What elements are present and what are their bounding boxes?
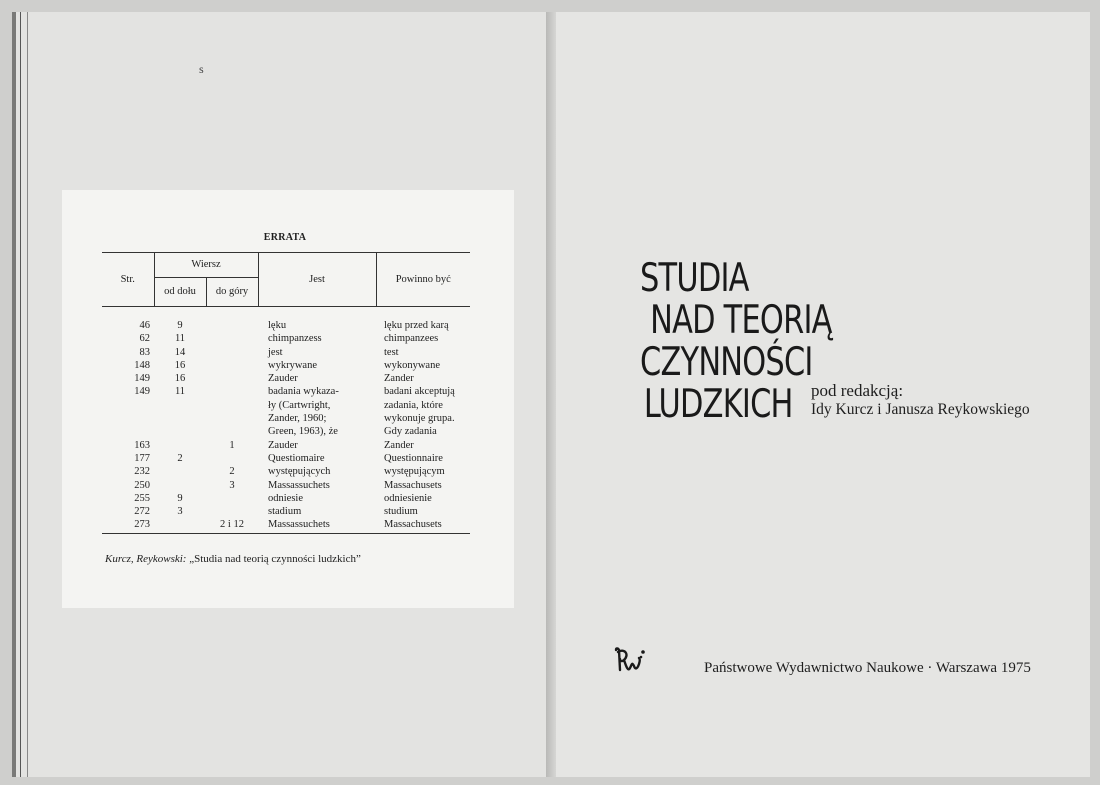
cell-wrong: stadium bbox=[268, 506, 302, 518]
cell-line-top bbox=[206, 492, 258, 505]
cell-page: 83 bbox=[139, 346, 150, 358]
cell-wrong: Zauder bbox=[268, 439, 298, 451]
errata-row bbox=[102, 425, 470, 438]
cell-correct: Questionnaire bbox=[384, 452, 443, 464]
cell-page: 250 bbox=[134, 479, 150, 491]
cell-line-top bbox=[206, 372, 258, 385]
cell-line-bottom bbox=[154, 425, 206, 438]
cell-line-top: 1 bbox=[229, 439, 235, 451]
cell-correct: Massachusets bbox=[376, 518, 470, 533]
cell-wrong: lęku bbox=[268, 320, 287, 331]
cell-line-top bbox=[206, 399, 258, 412]
cell-line-bottom: 16 bbox=[174, 359, 186, 371]
errata-row bbox=[102, 359, 470, 372]
cell-wrong: ły (Cartwright, bbox=[268, 399, 331, 411]
cell-line-bottom bbox=[154, 518, 206, 533]
book-title bbox=[640, 258, 832, 426]
cell-wrong: Green, 1963), że bbox=[268, 426, 338, 438]
cell-page: 177 bbox=[134, 452, 150, 464]
errata-row bbox=[102, 412, 470, 425]
cell-wrong: Massassuchets bbox=[258, 518, 376, 533]
cell-line-top bbox=[206, 452, 258, 465]
title-line: STUDIA bbox=[640, 256, 749, 301]
cell-correct: chimpanzees bbox=[384, 333, 439, 345]
errata-footer-authors: Kurcz, Reykowski: bbox=[105, 553, 187, 565]
cell-line-bottom: 14 bbox=[174, 346, 186, 358]
col-header-wiersz: Wiersz bbox=[154, 253, 258, 278]
cell-line-top bbox=[206, 385, 258, 398]
cell-line-bottom bbox=[154, 412, 206, 425]
cell-wrong: badania wykaza- bbox=[268, 386, 339, 398]
cell-line-top bbox=[206, 359, 258, 372]
errata-row bbox=[102, 372, 470, 385]
errata-rows bbox=[102, 307, 470, 534]
cell-correct: wykonuje grupa. bbox=[384, 413, 455, 425]
errata-footer-title: „Studia nad teorią czynności ludzkich” bbox=[186, 553, 361, 565]
col-header-powinno: Powinno być bbox=[376, 253, 470, 307]
errata-table bbox=[102, 252, 470, 534]
cell-wrong: odniesie bbox=[268, 492, 303, 504]
cell-page: 232 bbox=[134, 466, 150, 478]
cell-line-bottom: 9 bbox=[177, 492, 183, 504]
cell-wrong: Massassuchets bbox=[268, 479, 330, 491]
cell-line-top: 2 bbox=[229, 466, 235, 478]
cell-page bbox=[102, 425, 154, 438]
cell-line-bottom bbox=[154, 439, 206, 452]
cell-page bbox=[102, 399, 154, 412]
errata-row bbox=[102, 479, 470, 492]
cell-correct: Massachusets bbox=[384, 479, 442, 491]
errata-footer bbox=[105, 553, 361, 565]
errata-row bbox=[102, 505, 470, 518]
cell-line-top bbox=[206, 346, 258, 359]
errata-slip bbox=[62, 190, 514, 608]
cell-correct: Zander bbox=[384, 373, 414, 385]
cell-correct: Gdy zadania bbox=[384, 426, 437, 438]
cell-line-top bbox=[206, 412, 258, 425]
cell-wrong: jest bbox=[268, 346, 283, 358]
title-line: CZYNNOŚCI bbox=[640, 340, 813, 385]
cell-page: 62 bbox=[139, 333, 150, 345]
cell-line-bottom: 9 bbox=[177, 320, 183, 331]
errata-row bbox=[102, 439, 470, 452]
editor-label: pod redakcją: bbox=[811, 381, 904, 400]
errata-row bbox=[102, 346, 470, 359]
cell-line-bottom bbox=[154, 465, 206, 478]
errata-row bbox=[102, 492, 470, 505]
title-line: NAD TEORIĄ bbox=[650, 298, 832, 343]
errata-row bbox=[102, 385, 470, 398]
errata-row bbox=[102, 399, 470, 412]
cell-page: 272 bbox=[134, 506, 150, 518]
cell-line-bottom: 16 bbox=[174, 373, 186, 385]
cell-line-top: 3 bbox=[229, 479, 235, 491]
cell-line-bottom bbox=[154, 399, 206, 412]
book-gutter bbox=[546, 12, 556, 777]
binding-edge bbox=[20, 12, 28, 777]
editor-names: Idy Kurcz i Janusza Reykowskiego bbox=[811, 401, 1030, 418]
cell-page: 149 bbox=[134, 386, 150, 398]
cell-page: 273 bbox=[102, 518, 154, 533]
cell-correct: występującym bbox=[384, 466, 445, 478]
cell-page: 46 bbox=[139, 320, 150, 331]
pwn-logo-icon bbox=[612, 646, 648, 680]
col-header-od-dolu: od dołu bbox=[154, 278, 206, 307]
cell-line-bottom: 11 bbox=[174, 386, 186, 398]
cell-wrong: Zander, 1960; bbox=[268, 413, 327, 425]
cell-page: 163 bbox=[134, 439, 150, 451]
errata-row bbox=[102, 319, 470, 332]
cell-line-top bbox=[206, 319, 258, 332]
cell-line-bottom bbox=[154, 479, 206, 492]
col-header-do-gory: do góry bbox=[206, 278, 258, 307]
cell-wrong: wykrywane bbox=[268, 359, 317, 371]
cell-page: 255 bbox=[134, 492, 150, 504]
cell-wrong: chimpanzess bbox=[268, 333, 322, 345]
cell-correct: zadania, które bbox=[384, 399, 443, 411]
errata-row bbox=[102, 332, 470, 345]
cell-correct: studium bbox=[384, 506, 418, 518]
page-speck: s bbox=[199, 62, 204, 76]
cell-line-top bbox=[206, 332, 258, 345]
cell-line-top bbox=[206, 505, 258, 518]
cell-page bbox=[102, 412, 154, 425]
title-line: LUDZKICH bbox=[643, 382, 793, 427]
cell-wrong: Questiomaire bbox=[268, 452, 325, 464]
publisher-imprint: Państwowe Wydawnictwo Naukowe · Warszawa 1975 bbox=[704, 660, 1031, 676]
errata-row bbox=[102, 465, 470, 478]
col-header-str: Str. bbox=[102, 253, 154, 307]
col-header-jest: Jest bbox=[258, 253, 376, 307]
cell-page: 148 bbox=[134, 359, 150, 371]
cell-correct: badani akceptują bbox=[384, 386, 455, 398]
cell-line-bottom: 3 bbox=[177, 506, 183, 518]
cell-correct: lęku przed karą bbox=[384, 320, 449, 331]
cell-correct: test bbox=[384, 346, 399, 358]
errata-title: ERRATA bbox=[263, 232, 307, 243]
cell-line-top bbox=[206, 425, 258, 438]
cell-line-top: 2 i 12 bbox=[206, 518, 258, 533]
errata-row bbox=[102, 518, 470, 533]
cell-line-bottom: 11 bbox=[174, 333, 186, 345]
cell-line-bottom: 2 bbox=[177, 452, 183, 464]
errata-row bbox=[102, 452, 470, 465]
cell-correct: wykonywane bbox=[384, 359, 440, 371]
cell-page: 149 bbox=[134, 373, 150, 385]
cell-wrong: występujących bbox=[268, 466, 331, 478]
cell-wrong: Zauder bbox=[268, 373, 298, 385]
cell-correct: odniesienie bbox=[384, 492, 432, 504]
cell-correct: Zander bbox=[384, 439, 414, 451]
